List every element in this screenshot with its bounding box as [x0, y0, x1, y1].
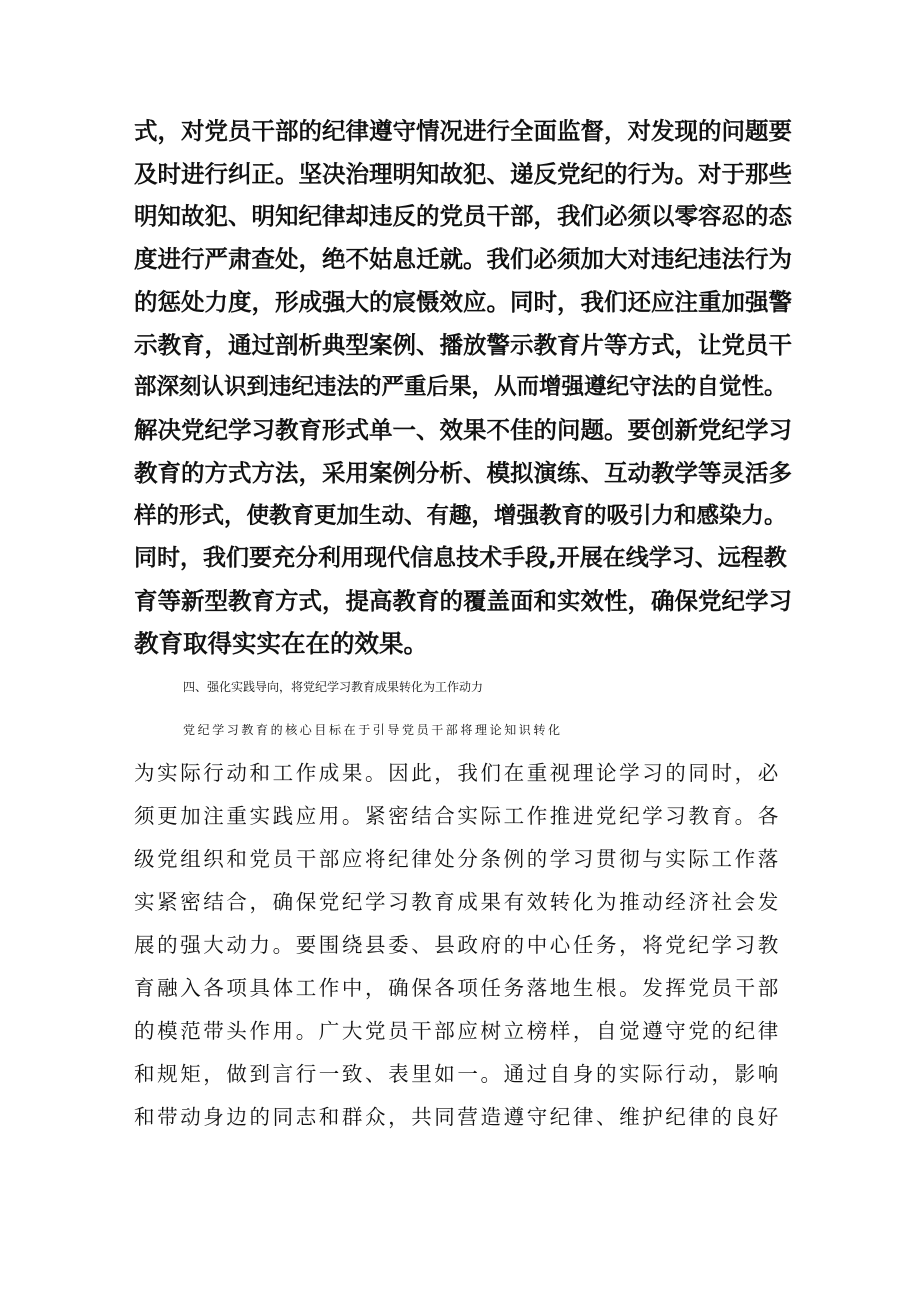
paragraph-line: 和规矩，做到言行一致、表里如一。通过自身的实际行动，影响 [134, 1062, 781, 1086]
paragraph-line: 育等新型教育方式，提高教育的覆盖面和实效性，确保党纪学习 [134, 587, 792, 615]
paragraph-line: 党纪学习教育的核心目标在于引导党员干部将理论知识转化 [183, 723, 563, 737]
paragraph-line: 样的形式，使教育更加生动、有趣，增强教育的吸引力和感染力。 [134, 503, 787, 529]
paragraph-line: 明知故犯、明知纪律却违反的党员干部，我们必须以零容忍的态 [134, 202, 792, 230]
paragraph-line: 为实际行动和工作成果。因此，我们在重视理论学习的同时，必 [134, 761, 781, 785]
paragraph-line: 式，对党员干部的纪律遵守情况进行全面监督，对发现的问题要 [134, 117, 792, 145]
paragraph-line: 教育的方式方法，采用案例分析、模拟演练、互动教学等灵活多 [134, 459, 792, 487]
section-heading: 四、强化实践导向，将党纪学习教育成果转化为工作动力 [183, 680, 484, 694]
paragraph-line: 示教育，通过剖析典型案例、播放警示教育片等方式，让党员干 [134, 331, 792, 359]
paragraph-line: 的惩处力度，形成强大的宸慑效应。同时，我们还应注重加强警 [134, 288, 792, 316]
paragraph-line: 级党组织和党员干部应将纪律处分条例的学习贯彻与实际工作落 [134, 847, 781, 871]
paragraph-line: 同时，我们要充分利用现代信息技术手段,开展在线学习、远程教 [134, 545, 787, 571]
paragraph-line: 实紧密结合，确保党纪学习教育成果有效转化为推动经济社会发 [134, 890, 781, 914]
paragraph-line: 的模范带头作用。广大党员干部应树立榜样，自觉遵守党的纪律 [134, 1019, 781, 1043]
paragraph-line: 育融入各项具体工作中，确保各项任务落地生根。发挥党员干部 [134, 976, 781, 1000]
paragraph-line: 教育取得实实在在的效果。 [134, 629, 428, 658]
paragraph-line: 部深刻认识到违纪违法的严重后果，从而增强遵纪守法的自觉性。 [134, 374, 787, 400]
paragraph-line: 解决党纪学习教育形式单一、效果不佳的问题。要创新党纪学习 [134, 416, 792, 444]
paragraph-line: 和带动身边的同志和群众，共同营造遵守纪律、维护纪律的良好 [134, 1105, 781, 1129]
paragraph-line: 度进行严肃查处，绝不姑息迁就。我们必须加大对违纪违法行为 [134, 245, 792, 273]
paragraph-line: 展的强大动力。要围绕县委、县政府的中心任务，将党纪学习教 [134, 933, 781, 957]
paragraph-line: 须更加注重实践应用。紧密结合实际工作推进党纪学习教育。各 [134, 804, 781, 828]
paragraph-line: 及时进行纠正。坚决治理明知故犯、递反党纪的行为。对于那些 [134, 160, 792, 188]
